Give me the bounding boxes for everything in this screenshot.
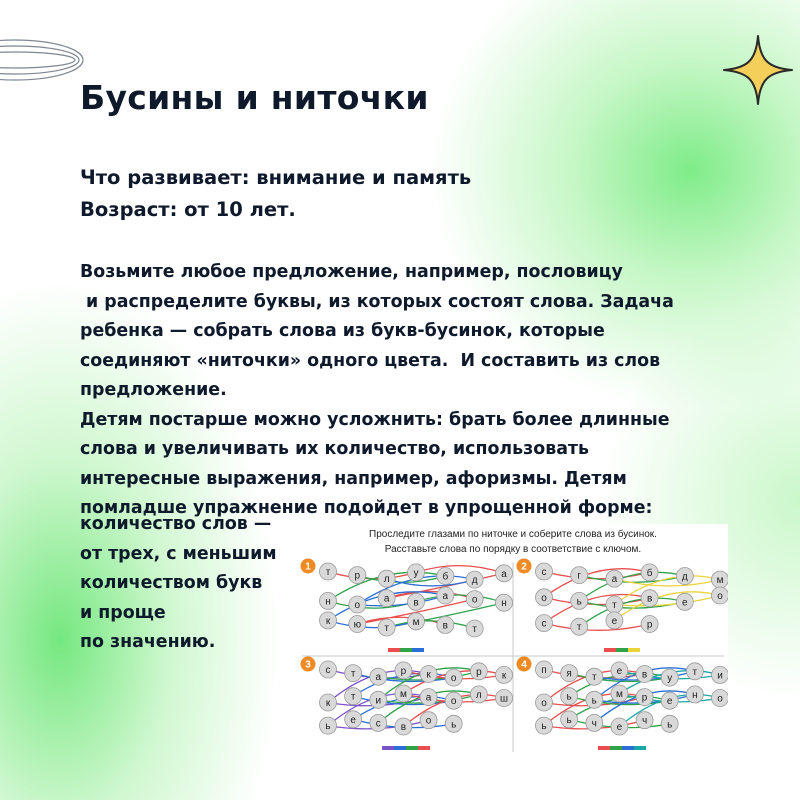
- body-line: помладше упражнение подойдет в упрощенной форме:: [80, 498, 653, 518]
- bead-letter: р: [646, 619, 653, 631]
- bead-letter: о: [354, 600, 361, 611]
- body-line: соединяют «ниточки» одного цвета. И составить из слов: [80, 350, 661, 371]
- bead-letter: ь: [325, 721, 331, 733]
- bead-letter: г: [577, 570, 582, 582]
- color-key-segment: [382, 746, 394, 750]
- bead-letter: м: [716, 575, 724, 587]
- bead-letter: в: [641, 669, 648, 681]
- bead-letter: т: [692, 666, 698, 678]
- bead-letter: о: [471, 594, 478, 606]
- meta-info: [80, 162, 471, 226]
- bead-letter: о: [717, 591, 723, 602]
- bead-letter: о: [425, 715, 432, 727]
- worksheet-instruction: Расставьте слова по порядку в соответствие с ключом.: [384, 544, 642, 555]
- color-key-segment: [406, 746, 418, 750]
- body-line: предложение.: [80, 380, 227, 400]
- bead-letter: т: [325, 567, 331, 578]
- side-line: от трех, с меньшим: [80, 543, 277, 564]
- puzzle-1: [301, 559, 513, 653]
- bead-letter: т: [472, 624, 477, 635]
- color-key-segment: [418, 746, 430, 750]
- bead-letter: д: [471, 575, 478, 587]
- bead-letter: е: [350, 714, 356, 726]
- bead-letter: т: [350, 691, 356, 703]
- bead-letter: н: [325, 596, 331, 608]
- bead-letter: ч: [641, 715, 648, 727]
- bead-letter: ь: [451, 719, 457, 731]
- sparkle-icon: [718, 30, 798, 110]
- bead-letter: а: [383, 593, 390, 605]
- bead-letter: к: [501, 670, 507, 682]
- bead-letter: т: [612, 600, 617, 611]
- worksheet-image: [298, 524, 728, 760]
- worksheet-puzzles: [298, 524, 728, 760]
- puzzle-number: 3: [305, 659, 311, 671]
- side-line: количеством букв: [80, 573, 263, 593]
- bead-letter: в: [646, 593, 653, 605]
- bead-letter: ь: [566, 691, 572, 703]
- bead-letter: к: [325, 698, 331, 709]
- color-key-segment: [388, 648, 400, 652]
- thread-line: [576, 572, 685, 626]
- bead-letter: е: [616, 665, 623, 677]
- bead-letter: д: [681, 571, 688, 583]
- body-line: слова и увеличивать их количество, использовать: [80, 439, 590, 459]
- bead-letter: т: [591, 672, 597, 684]
- bead-letter: с: [325, 665, 331, 676]
- puzzle-2: [517, 559, 729, 653]
- bead-letter: к: [325, 615, 331, 627]
- bead-letter: п: [541, 665, 547, 676]
- bead-letter: р: [641, 692, 648, 704]
- bead-letter: о: [717, 693, 723, 705]
- develops-line: Что развивает: внимание и память: [80, 166, 472, 189]
- bead-letter: ь: [576, 596, 582, 608]
- bead-letter: в: [400, 722, 407, 733]
- color-key-segment: [598, 746, 610, 750]
- color-key-segment: [622, 746, 634, 750]
- puzzle-number: 4: [521, 659, 527, 671]
- bead-letter: е: [682, 597, 688, 609]
- bead-letter: о: [450, 696, 457, 708]
- bead-letter: у: [413, 567, 419, 579]
- color-key-segment: [616, 648, 628, 652]
- bead-letter: н: [501, 598, 507, 610]
- decorative-rings: [0, 20, 90, 100]
- bead-letter: ш: [499, 693, 509, 705]
- bead-letter: о: [541, 698, 547, 709]
- bead-letter: р: [476, 666, 482, 678]
- worksheet-instruction: Проследите глазами по ниточке и соберите слова из бусинок.: [369, 529, 657, 540]
- bead-letter: а: [425, 692, 432, 704]
- side-line: по значению.: [80, 632, 216, 652]
- bead-letter: ь: [667, 719, 673, 731]
- bead-letter: т: [384, 623, 389, 635]
- bead-letter: н: [692, 689, 698, 701]
- body-line: ребенка — собрать слова из букв-бусинок, которые: [80, 321, 605, 341]
- color-key-segment: [400, 648, 412, 652]
- side-text: [80, 510, 277, 658]
- bead-letter: а: [375, 672, 382, 684]
- bead-letter: и: [717, 670, 723, 682]
- age-line: Возраст: от 10 лет.: [80, 198, 296, 221]
- bead-letter: е: [611, 615, 618, 627]
- bead-letter: е: [666, 696, 673, 708]
- bead-letter: т: [350, 668, 356, 680]
- bead-letter: ю: [353, 619, 362, 631]
- body-line: Возьмите любое предложение, например, пословицу: [80, 262, 623, 282]
- bead-letter: б: [646, 567, 653, 579]
- bead-letter: с: [541, 618, 547, 630]
- bead-letter: в: [442, 620, 448, 632]
- bead-letter: ь: [591, 695, 597, 707]
- bead-letter: а: [611, 574, 618, 586]
- page-title: Бусины и ниточки: [80, 78, 429, 117]
- bead-letter: ч: [591, 718, 597, 730]
- bead-letter: ь: [566, 714, 572, 726]
- bead-letter: в: [413, 597, 419, 609]
- bead-letter: л: [475, 689, 482, 701]
- color-key-segment: [628, 648, 640, 652]
- description-text: [80, 258, 720, 524]
- side-line: количество слов —: [80, 514, 272, 534]
- bead-letter: б: [442, 571, 449, 583]
- bead-letter: м: [615, 689, 623, 700]
- bead-letter: к: [426, 669, 431, 681]
- bead-letter: с: [375, 718, 381, 730]
- bead-letter: о: [450, 673, 457, 685]
- bead-letter: е: [616, 722, 623, 733]
- puzzle-number: 2: [521, 561, 527, 573]
- color-key-segment: [610, 746, 622, 750]
- bead-letter: и: [375, 695, 382, 707]
- side-line: и проще: [80, 602, 166, 623]
- bead-letter: ь: [541, 721, 547, 733]
- bead-letter: я: [566, 668, 572, 680]
- puzzle-number: 1: [305, 561, 311, 573]
- bead-letter: р: [400, 665, 407, 677]
- color-key-segment: [394, 746, 406, 750]
- bead-letter: л: [383, 574, 390, 586]
- color-key-segment: [604, 648, 616, 652]
- color-key-segment: [412, 648, 424, 652]
- bead-letter: м: [412, 616, 420, 628]
- bead-letter: т: [576, 622, 582, 634]
- bead-letter: с: [541, 567, 547, 578]
- body-line: и распределите буквы, из которых состоят слова. Задача: [80, 291, 674, 312]
- bead-letter: а: [442, 591, 449, 602]
- bead-letter: о: [541, 592, 547, 604]
- puzzle-3: [301, 657, 513, 751]
- bead-letter: у: [667, 673, 673, 685]
- body-line: Детям постарше можно усложнить: брать более длинные: [80, 409, 670, 430]
- body-line: интересные выражения, например, афоризмы. Детям: [80, 468, 627, 489]
- bead-letter: м: [399, 689, 407, 700]
- puzzle-4: [517, 657, 729, 751]
- thread-line: [541, 567, 653, 634]
- bead-letter: а: [501, 568, 507, 580]
- bead-letter: р: [354, 570, 361, 582]
- color-key-segment: [634, 746, 646, 750]
